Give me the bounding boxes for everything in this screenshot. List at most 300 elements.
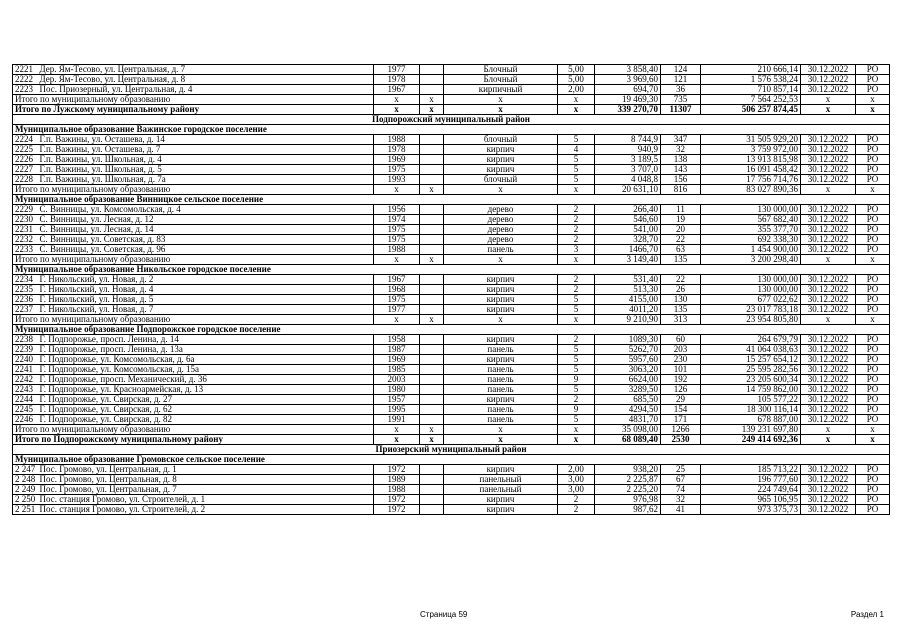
table-row	[13, 65, 890, 75]
address-cell: Г.п. Важины, ул. Школьная, д. 4	[38, 155, 374, 165]
area-cell: 4 048,8	[595, 175, 661, 185]
year-cell: 1978	[374, 145, 420, 155]
date-cell: 30.12.2022	[801, 365, 856, 375]
date-cell: 30.12.2022	[801, 395, 856, 405]
row-number: 2 248	[13, 475, 38, 485]
residents-cell: 313	[661, 315, 701, 325]
table-row	[13, 155, 890, 165]
table-row	[13, 165, 890, 175]
municipality-header-row	[13, 195, 890, 205]
method-cell: РО	[856, 285, 890, 295]
area-cell: 976,98	[595, 495, 661, 505]
table-row	[13, 285, 890, 295]
row-number: 2241	[13, 365, 38, 375]
empty-cell	[420, 85, 444, 95]
table-row	[13, 75, 890, 85]
method-cell: РО	[856, 205, 890, 215]
method-cell: РО	[856, 335, 890, 345]
empty-cell	[420, 385, 444, 395]
address-cell: Г. Подпорожье, ул. Свирская, д. 62	[38, 405, 374, 415]
table-row	[13, 495, 890, 505]
cost-cell: 13 913 815,98	[701, 155, 801, 165]
empty-cell	[420, 465, 444, 475]
floors-cell: х	[558, 255, 595, 265]
cost-cell: 965 106,95	[701, 495, 801, 505]
date-cell: 30.12.2022	[801, 505, 856, 515]
year-cell: х	[374, 105, 420, 115]
cost-cell: 249 414 692,36	[701, 435, 801, 445]
floors-cell: 2,00	[558, 465, 595, 475]
row-number: 2239	[13, 345, 38, 355]
cost-cell: 196 777,60	[701, 475, 801, 485]
year-cell: х	[374, 95, 420, 105]
address-cell: Г. Подпорожье, просп. Ленина, д. 14	[38, 335, 374, 345]
cost-cell: 23 954 805,80	[701, 315, 801, 325]
cost-cell: 17 756 714,76	[701, 175, 801, 185]
floors-cell: х	[558, 185, 595, 195]
method-cell: х	[856, 435, 890, 445]
floors-cell: 5	[558, 365, 595, 375]
address-cell: Г. Никольский, ул. Новая, д. 7	[38, 305, 374, 315]
date-cell: 30.12.2022	[801, 285, 856, 295]
cost-cell: 3 200 298,40	[701, 255, 801, 265]
empty-cell	[420, 335, 444, 345]
area-cell: 266,40	[595, 205, 661, 215]
material-cell: кирпич	[444, 295, 558, 305]
row-number: 2 250	[13, 495, 38, 505]
empty-cell	[420, 485, 444, 495]
row-number: 2224	[13, 135, 38, 145]
floors-cell: 2	[558, 215, 595, 225]
floors-cell: х	[558, 95, 595, 105]
method-cell: РО	[856, 355, 890, 365]
area-cell: 4831,70	[595, 415, 661, 425]
cost-cell: 130 000,00	[701, 275, 801, 285]
material-cell: х	[444, 435, 558, 445]
cost-cell: 31 505 929,20	[701, 135, 801, 145]
row-number: 2236	[13, 295, 38, 305]
material-cell: дерево	[444, 235, 558, 245]
empty-cell	[420, 285, 444, 295]
method-cell: РО	[856, 365, 890, 375]
year-cell: 1988	[374, 135, 420, 145]
floors-cell: 5	[558, 385, 595, 395]
year-cell: 1987	[374, 345, 420, 355]
empty-cell	[420, 305, 444, 315]
table-row	[13, 245, 890, 255]
table-row	[13, 365, 890, 375]
address-cell: Пос. Приозерный, ул. Центральная, д. 4	[38, 85, 374, 95]
row-number: 2233	[13, 245, 38, 255]
year-cell: 1995	[374, 405, 420, 415]
municipality-title: Муниципальное образование Громовское сельское поселение	[13, 455, 890, 465]
year-cell: 1958	[374, 335, 420, 345]
empty-cell	[420, 205, 444, 215]
date-cell: 30.12.2022	[801, 345, 856, 355]
date-cell: 30.12.2022	[801, 205, 856, 215]
date-cell: х	[801, 435, 856, 445]
row-number: 2225	[13, 145, 38, 155]
cost-cell: 677 022,62	[701, 295, 801, 305]
area-cell: 546,60	[595, 215, 661, 225]
table-row	[13, 215, 890, 225]
date-cell: 30.12.2022	[801, 225, 856, 235]
area-cell: 938,20	[595, 465, 661, 475]
method-cell: РО	[856, 165, 890, 175]
year-cell: 1977	[374, 305, 420, 315]
floors-cell: 5,00	[558, 75, 595, 85]
empty-cell	[420, 395, 444, 405]
empty-cell	[420, 415, 444, 425]
date-cell: 30.12.2022	[801, 295, 856, 305]
date-cell: 30.12.2022	[801, 485, 856, 495]
cost-cell: 973 375,73	[701, 505, 801, 515]
empty-cell	[420, 75, 444, 85]
year-cell: 1975	[374, 225, 420, 235]
area-cell: 339 270,70	[595, 105, 661, 115]
date-cell: 30.12.2022	[801, 155, 856, 165]
row-number: 2240	[13, 355, 38, 365]
total-label: Итого по муниципальному образованию	[13, 95, 374, 105]
material-cell: дерево	[444, 225, 558, 235]
total-label: Итого по Подпорожскому муниципальному району	[13, 435, 374, 445]
residents-cell: 11	[661, 205, 701, 215]
table-row	[13, 305, 890, 315]
material-cell: кирпич	[444, 495, 558, 505]
year-cell: 1969	[374, 155, 420, 165]
method-cell: РО	[856, 85, 890, 95]
material-cell: панельный	[444, 475, 558, 485]
address-cell: Г. Подпорожье, просп. Ленина, д. 13а	[38, 345, 374, 355]
address-cell: С. Винницы, ул. Комсомольская, д. 4	[38, 205, 374, 215]
table-row	[13, 385, 890, 395]
residents-cell: 20	[661, 225, 701, 235]
method-cell: РО	[856, 385, 890, 395]
address-cell: Г.п. Важины, ул. Осташева, д. 7	[38, 145, 374, 155]
date-cell: х	[801, 105, 856, 115]
address-cell: Г. Никольский, ул. Новая, д. 4	[38, 285, 374, 295]
area-cell: 2 225,87	[595, 475, 661, 485]
year-cell: 1972	[374, 505, 420, 515]
municipality-header-row	[13, 265, 890, 275]
cost-cell: 18 300 116,14	[701, 405, 801, 415]
table-row	[13, 405, 890, 415]
empty-cell	[420, 505, 444, 515]
method-cell: РО	[856, 345, 890, 355]
row-number: 2234	[13, 275, 38, 285]
floors-cell: х	[558, 105, 595, 115]
table-row	[13, 145, 890, 155]
empty-cell	[420, 215, 444, 225]
residents-cell: 130	[661, 295, 701, 305]
row-number: 2245	[13, 405, 38, 415]
year-cell: х	[374, 315, 420, 325]
residents-cell: 41	[661, 505, 701, 515]
cost-cell: 224 749,64	[701, 485, 801, 495]
method-cell: РО	[856, 375, 890, 385]
residents-cell: 11307	[661, 105, 701, 115]
table-row	[13, 505, 890, 515]
empty-cell	[420, 475, 444, 485]
subtotal-row	[13, 95, 890, 105]
material-cell: х	[444, 95, 558, 105]
table-row	[13, 225, 890, 235]
year-cell: 2003	[374, 375, 420, 385]
residents-cell: 29	[661, 395, 701, 405]
subtotal-row	[13, 185, 890, 195]
material-cell: кирпич	[444, 335, 558, 345]
residents-cell: 121	[661, 75, 701, 85]
material-cell: х	[444, 105, 558, 115]
method-cell: РО	[856, 295, 890, 305]
area-cell: 3 858,40	[595, 65, 661, 75]
date-cell: х	[801, 315, 856, 325]
floors-cell: 2	[558, 285, 595, 295]
cost-cell: 23 205 600,34	[701, 375, 801, 385]
address-cell: Дер. Ям-Тесово, ул. Центральная, д. 8	[38, 75, 374, 85]
row-number: 2 251	[13, 505, 38, 515]
address-cell: Г. Подпорожье, ул. Комсомольская, д. 15а	[38, 365, 374, 375]
housing-register-table	[12, 64, 890, 515]
residents-cell: 171	[661, 415, 701, 425]
floors-cell: 2	[558, 335, 595, 345]
date-cell: 30.12.2022	[801, 375, 856, 385]
date-cell: 30.12.2022	[801, 215, 856, 225]
year-cell: 1967	[374, 85, 420, 95]
cost-cell: 25 595 282,56	[701, 365, 801, 375]
residents-cell: 22	[661, 275, 701, 285]
floors-cell: х	[558, 435, 595, 445]
address-cell: С. Винницы, ул. Лесная, д. 12	[38, 215, 374, 225]
date-cell: 30.12.2022	[801, 135, 856, 145]
area-cell: 694,70	[595, 85, 661, 95]
method-cell: РО	[856, 65, 890, 75]
subtotal-row	[13, 425, 890, 435]
address-cell: Дер. Ям-Тесово, ул. Центральная, д. 7	[38, 65, 374, 75]
area-cell: 68 089,40	[595, 435, 661, 445]
floors-cell: 2	[558, 505, 595, 515]
district-total-row	[13, 105, 890, 115]
cost-cell: 210 666,14	[701, 65, 801, 75]
floors-cell: 9	[558, 375, 595, 385]
year-cell: 1974	[374, 215, 420, 225]
method-cell: РО	[856, 485, 890, 495]
year-cell: х	[374, 425, 420, 435]
residents-cell: 138	[661, 155, 701, 165]
material-cell: панельный	[444, 485, 558, 495]
residents-cell: 22	[661, 235, 701, 245]
floors-cell: 5	[558, 295, 595, 305]
year-cell: 1989	[374, 475, 420, 485]
empty-cell: х	[420, 435, 444, 445]
total-label: Итого по муниципальному образованию	[13, 255, 374, 265]
material-cell: кирпичный	[444, 85, 558, 95]
year-cell: 1972	[374, 465, 420, 475]
material-cell: панель	[444, 385, 558, 395]
method-cell: х	[856, 185, 890, 195]
material-cell: кирпич	[444, 395, 558, 405]
residents-cell: 36	[661, 85, 701, 95]
table-row	[13, 335, 890, 345]
residents-cell: 230	[661, 355, 701, 365]
date-cell: х	[801, 425, 856, 435]
empty-cell	[420, 275, 444, 285]
method-cell: РО	[856, 225, 890, 235]
empty-cell	[420, 375, 444, 385]
date-cell: 30.12.2022	[801, 245, 856, 255]
residents-cell: 19	[661, 215, 701, 225]
empty-cell: х	[420, 255, 444, 265]
material-cell: блочный	[444, 135, 558, 145]
row-number: 2244	[13, 395, 38, 405]
empty-cell: х	[420, 105, 444, 115]
cost-cell: 139 231 697,80	[701, 425, 801, 435]
row-number: 2227	[13, 165, 38, 175]
empty-cell	[420, 405, 444, 415]
method-cell: х	[856, 315, 890, 325]
method-cell: РО	[856, 245, 890, 255]
cost-cell: 710 857,14	[701, 85, 801, 95]
method-cell: РО	[856, 235, 890, 245]
municipality-header-row	[13, 455, 890, 465]
empty-cell	[420, 295, 444, 305]
empty-cell	[420, 365, 444, 375]
row-number: 2228	[13, 175, 38, 185]
year-cell: 1985	[374, 365, 420, 375]
empty-cell	[420, 155, 444, 165]
method-cell: х	[856, 105, 890, 115]
table-row	[13, 235, 890, 245]
floors-cell: 2	[558, 225, 595, 235]
cost-cell: 23 017 783,18	[701, 305, 801, 315]
residents-cell: 63	[661, 245, 701, 255]
total-label: Итого по Лужскому муниципальному району	[13, 105, 374, 115]
date-cell: 30.12.2022	[801, 385, 856, 395]
empty-cell: х	[420, 315, 444, 325]
year-cell: 1967	[374, 275, 420, 285]
material-cell: панель	[444, 345, 558, 355]
area-cell: 19 469,30	[595, 95, 661, 105]
address-cell: Пос. Громово, ул. Центральная, д. 7	[38, 485, 374, 495]
residents-cell: 143	[661, 165, 701, 175]
address-cell: Г. Подпорожье, ул. Красноармейская, д. 13	[38, 385, 374, 395]
empty-cell	[420, 145, 444, 155]
material-cell: панель	[444, 375, 558, 385]
method-cell: х	[856, 255, 890, 265]
date-cell: 30.12.2022	[801, 475, 856, 485]
area-cell: 4294,50	[595, 405, 661, 415]
district-total-row	[13, 435, 890, 445]
method-cell: РО	[856, 505, 890, 515]
table-row	[13, 135, 890, 145]
row-number: 2231	[13, 225, 38, 235]
row-number: 2230	[13, 215, 38, 225]
floors-cell: 3,00	[558, 485, 595, 495]
empty-cell	[420, 175, 444, 185]
address-cell: Г.п. Важины, ул. Осташева, д. 14	[38, 135, 374, 145]
method-cell: РО	[856, 215, 890, 225]
date-cell: 30.12.2022	[801, 75, 856, 85]
year-cell: 1977	[374, 65, 420, 75]
date-cell: 30.12.2022	[801, 65, 856, 75]
table-row	[13, 465, 890, 475]
date-cell: 30.12.2022	[801, 495, 856, 505]
floors-cell: 4	[558, 145, 595, 155]
floors-cell: 5	[558, 345, 595, 355]
cost-cell: 355 377,70	[701, 225, 801, 235]
area-cell: 4011,20	[595, 305, 661, 315]
cost-cell: 105 577,22	[701, 395, 801, 405]
cost-cell: 7 564 252,53	[701, 95, 801, 105]
residents-cell: 74	[661, 485, 701, 495]
floors-cell: 9	[558, 405, 595, 415]
date-cell: 30.12.2022	[801, 175, 856, 185]
area-cell: 20 631,10	[595, 185, 661, 195]
floors-cell: х	[558, 425, 595, 435]
residents-cell: 735	[661, 95, 701, 105]
material-cell: Блочный	[444, 65, 558, 75]
area-cell: 3 149,40	[595, 255, 661, 265]
method-cell: РО	[856, 155, 890, 165]
empty-cell	[420, 495, 444, 505]
method-cell: РО	[856, 405, 890, 415]
floors-cell: х	[558, 315, 595, 325]
address-cell: Г. Подпорожье, ул. Свирская, д. 82	[38, 415, 374, 425]
address-cell: С. Винницы, ул. Советская, д. 83	[38, 235, 374, 245]
method-cell: х	[856, 425, 890, 435]
cost-cell: 83 027 890,36	[701, 185, 801, 195]
section-label: Раздел 1	[850, 610, 884, 619]
floors-cell: 5	[558, 135, 595, 145]
cost-cell: 16 091 458,42	[701, 165, 801, 175]
material-cell: кирпич	[444, 165, 558, 175]
address-cell: Г. Подпорожье, просп. Механический, д. 36	[38, 375, 374, 385]
floors-cell: 2	[558, 395, 595, 405]
area-cell: 8 744,9	[595, 135, 661, 145]
address-cell: Г. Никольский, ул. Новая, д. 5	[38, 295, 374, 305]
area-cell: 987,62	[595, 505, 661, 515]
register-table-wrapper	[12, 64, 890, 515]
table-row	[13, 355, 890, 365]
year-cell: 1993	[374, 175, 420, 185]
floors-cell: 5	[558, 355, 595, 365]
residents-cell: 126	[661, 385, 701, 395]
material-cell: панель	[444, 245, 558, 255]
table-row	[13, 295, 890, 305]
area-cell: 3063,20	[595, 365, 661, 375]
area-cell: 2 225,20	[595, 485, 661, 495]
row-number: 2223	[13, 85, 38, 95]
subtotal-row	[13, 315, 890, 325]
floors-cell: 3,00	[558, 475, 595, 485]
total-label: Итого по муниципальному образованию	[13, 315, 374, 325]
municipality-title: Муниципальное образование Подпорожское городское поселение	[13, 325, 890, 335]
year-cell: 1991	[374, 415, 420, 425]
residents-cell: 2530	[661, 435, 701, 445]
year-cell: 1969	[374, 355, 420, 365]
area-cell: 1089,30	[595, 335, 661, 345]
address-cell: Г. Подпорожье, ул. Свирская, д. 27	[38, 395, 374, 405]
date-cell: 30.12.2022	[801, 275, 856, 285]
table-row	[13, 275, 890, 285]
row-number: 2222	[13, 75, 38, 85]
material-cell: кирпич	[444, 465, 558, 475]
year-cell: 1975	[374, 295, 420, 305]
date-cell: 30.12.2022	[801, 235, 856, 245]
method-cell: РО	[856, 415, 890, 425]
material-cell: х	[444, 255, 558, 265]
date-cell: х	[801, 255, 856, 265]
